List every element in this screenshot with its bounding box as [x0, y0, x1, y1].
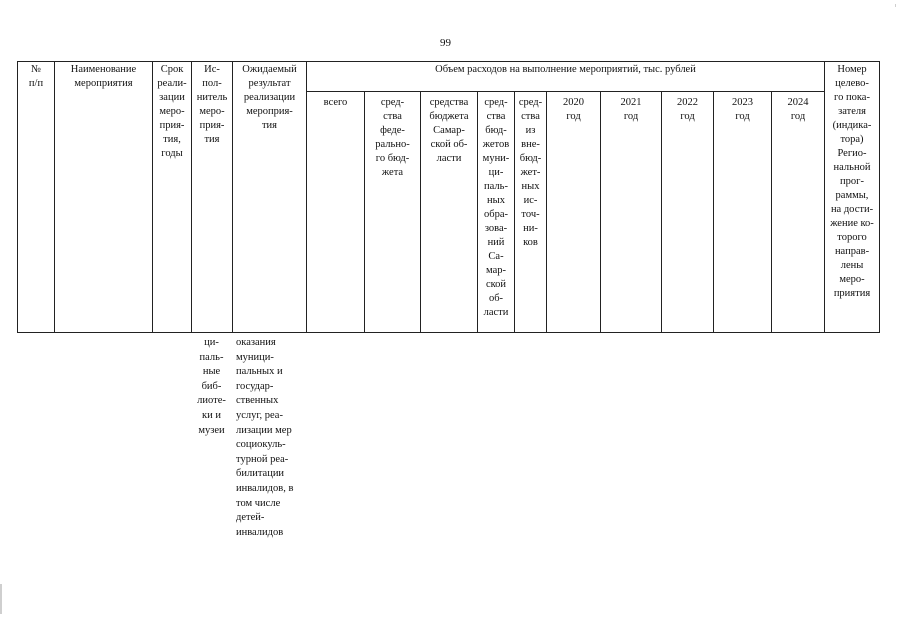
- subheader-2020: 2020 год: [547, 92, 601, 333]
- executor-continuation: ци- паль- ные биб- лиоте- ки и музеи: [197, 337, 226, 436]
- header-num: № п/п: [18, 62, 55, 333]
- subheader-total: всего: [307, 92, 365, 333]
- subheader-regional: средства бюджета Самар- ской об- ласти: [421, 92, 478, 333]
- result-continuation: оказания муници- пальных и государ- ственных услуг, реа- лизации мер социокуль- турной реа- билитации инвалидов, в том числе детей- инвалидов: [236, 337, 294, 538]
- header-volume: Объем расходов на выполнение мероприятий, тыс. рублей: [307, 62, 825, 92]
- header-name: Наименование мероприятия: [55, 62, 153, 333]
- subheader-2023: 2023 год: [714, 92, 772, 333]
- expenditure-table: [17, 61, 880, 333]
- scan-edge-mark: [0, 584, 2, 614]
- header-indicator: Номер целево- го пока- зателя (индика- тора) Регио- нальной прог- раммы, на дости- жение ко- торого направ- лены меро- приятия: [825, 62, 880, 333]
- scan-edge-mark: [895, 4, 896, 7]
- header-result: Ожидаемый результат реализации мероприя- тия: [233, 62, 307, 333]
- subheader-federal: сред- ства феде- рально- го бюд- жета: [365, 92, 421, 333]
- subheader-2022: 2022 год: [662, 92, 714, 333]
- header-executor: Ис- пол- нитель меро- прия- тия: [192, 62, 233, 333]
- header-period: Срок реали- зации меро- прия- тия, годы: [153, 62, 192, 333]
- subheader-2024: 2024 год: [772, 92, 825, 333]
- subheader-2021: 2021 год: [601, 92, 662, 333]
- subheader-extrabudget: сред- ства из вне- бюд- жет- ных ис- точ- ни- ков: [515, 92, 547, 333]
- subheader-municipal: сред- ства бюд- жетов муни- ци- паль- ных обра- зова- ний Са- мар- ской об- ласти: [478, 92, 515, 333]
- page-number: 99: [440, 37, 451, 49]
